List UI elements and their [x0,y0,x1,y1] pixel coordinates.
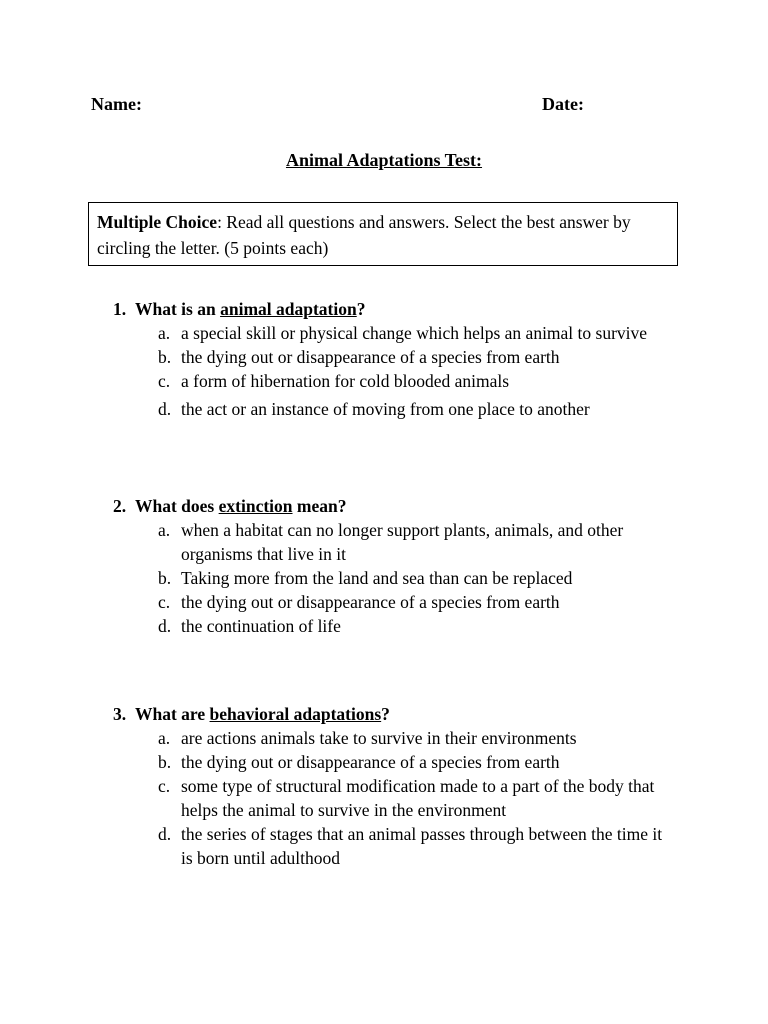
choice-text: a form of hibernation for cold blooded animals [181,371,510,391]
question-suffix: mean? [292,496,347,516]
choice-b[interactable] [113,566,673,590]
question-number: 3. [113,704,127,724]
choice-c[interactable] [113,369,673,393]
choice-list [113,726,673,870]
page-title: Animal Adaptations Test: [285,150,483,170]
choice-text: are actions animals take to survive in their environments [181,728,577,748]
instructions-text: : Read all questions and answers. Select the best answer by circling the letter. (5 points each) [97,212,631,258]
choice-text: the act or an instance of moving from one place to another [181,399,590,419]
choice-text: a special skill or physical change which helps an animal to survive [181,323,648,343]
question-term: extinction [218,496,293,516]
choice-a[interactable] [113,518,673,566]
choice-a[interactable] [113,321,673,345]
instructions-box [88,202,678,266]
choice-d[interactable] [113,614,673,638]
choice-letter: a. [158,728,171,748]
choice-text: the continuation of life [181,616,341,636]
question-number: 1. [113,299,127,319]
question-stem [113,494,673,518]
instructions-heading: Multiple Choice [97,212,218,232]
choice-letter: d. [158,616,172,636]
choice-letter: c. [158,776,171,796]
choice-letter: b. [158,752,172,772]
question-number: 2. [113,496,127,516]
choice-text: the dying out or disappearance of a species from earth [181,347,560,367]
choice-letter: a. [158,323,171,343]
question-stem [113,297,673,321]
choice-c[interactable] [113,774,673,822]
choice-letter: b. [158,568,172,588]
choice-b[interactable] [113,750,673,774]
choice-letter: c. [158,592,171,612]
choice-letter: d. [158,824,172,844]
question-stem [113,702,673,726]
question-suffix: ? [356,299,366,319]
question-prefix: What is an [135,299,221,319]
date-label: Date: [542,94,584,114]
choice-letter: d. [158,399,172,419]
choice-text: the dying out or disappearance of a species from earth [181,592,560,612]
question-prefix: What does [135,496,219,516]
choice-text: Taking more from the land and sea than can be replaced [181,568,573,588]
choice-letter: c. [158,371,171,391]
choice-list [113,321,673,421]
name-label: Name: [91,94,142,114]
choice-b[interactable] [113,345,673,369]
question-term: behavioral adaptations [209,704,382,724]
question-prefix: What are [135,704,210,724]
choice-d[interactable] [113,822,673,870]
question-3 [113,702,673,870]
choice-text: when a habitat can no longer support plants, animals, and other organisms that live in it [181,520,624,564]
choice-letter: a. [158,520,171,540]
choice-a[interactable] [113,726,673,750]
choice-list [113,518,673,638]
choice-d[interactable] [113,397,673,421]
question-2 [113,494,673,638]
question-1 [113,297,673,421]
choice-text: the dying out or disappearance of a species from earth [181,752,560,772]
question-suffix: ? [381,704,390,724]
question-term: animal adaptation [220,299,357,319]
choice-letter: b. [158,347,172,367]
choice-text: the series of stages that an animal passes through between the time it is born until adulthood [181,824,663,868]
choice-c[interactable] [113,590,673,614]
choice-text: some type of structural modification made to a part of the body that helps the animal to survive in the environment [181,776,655,820]
